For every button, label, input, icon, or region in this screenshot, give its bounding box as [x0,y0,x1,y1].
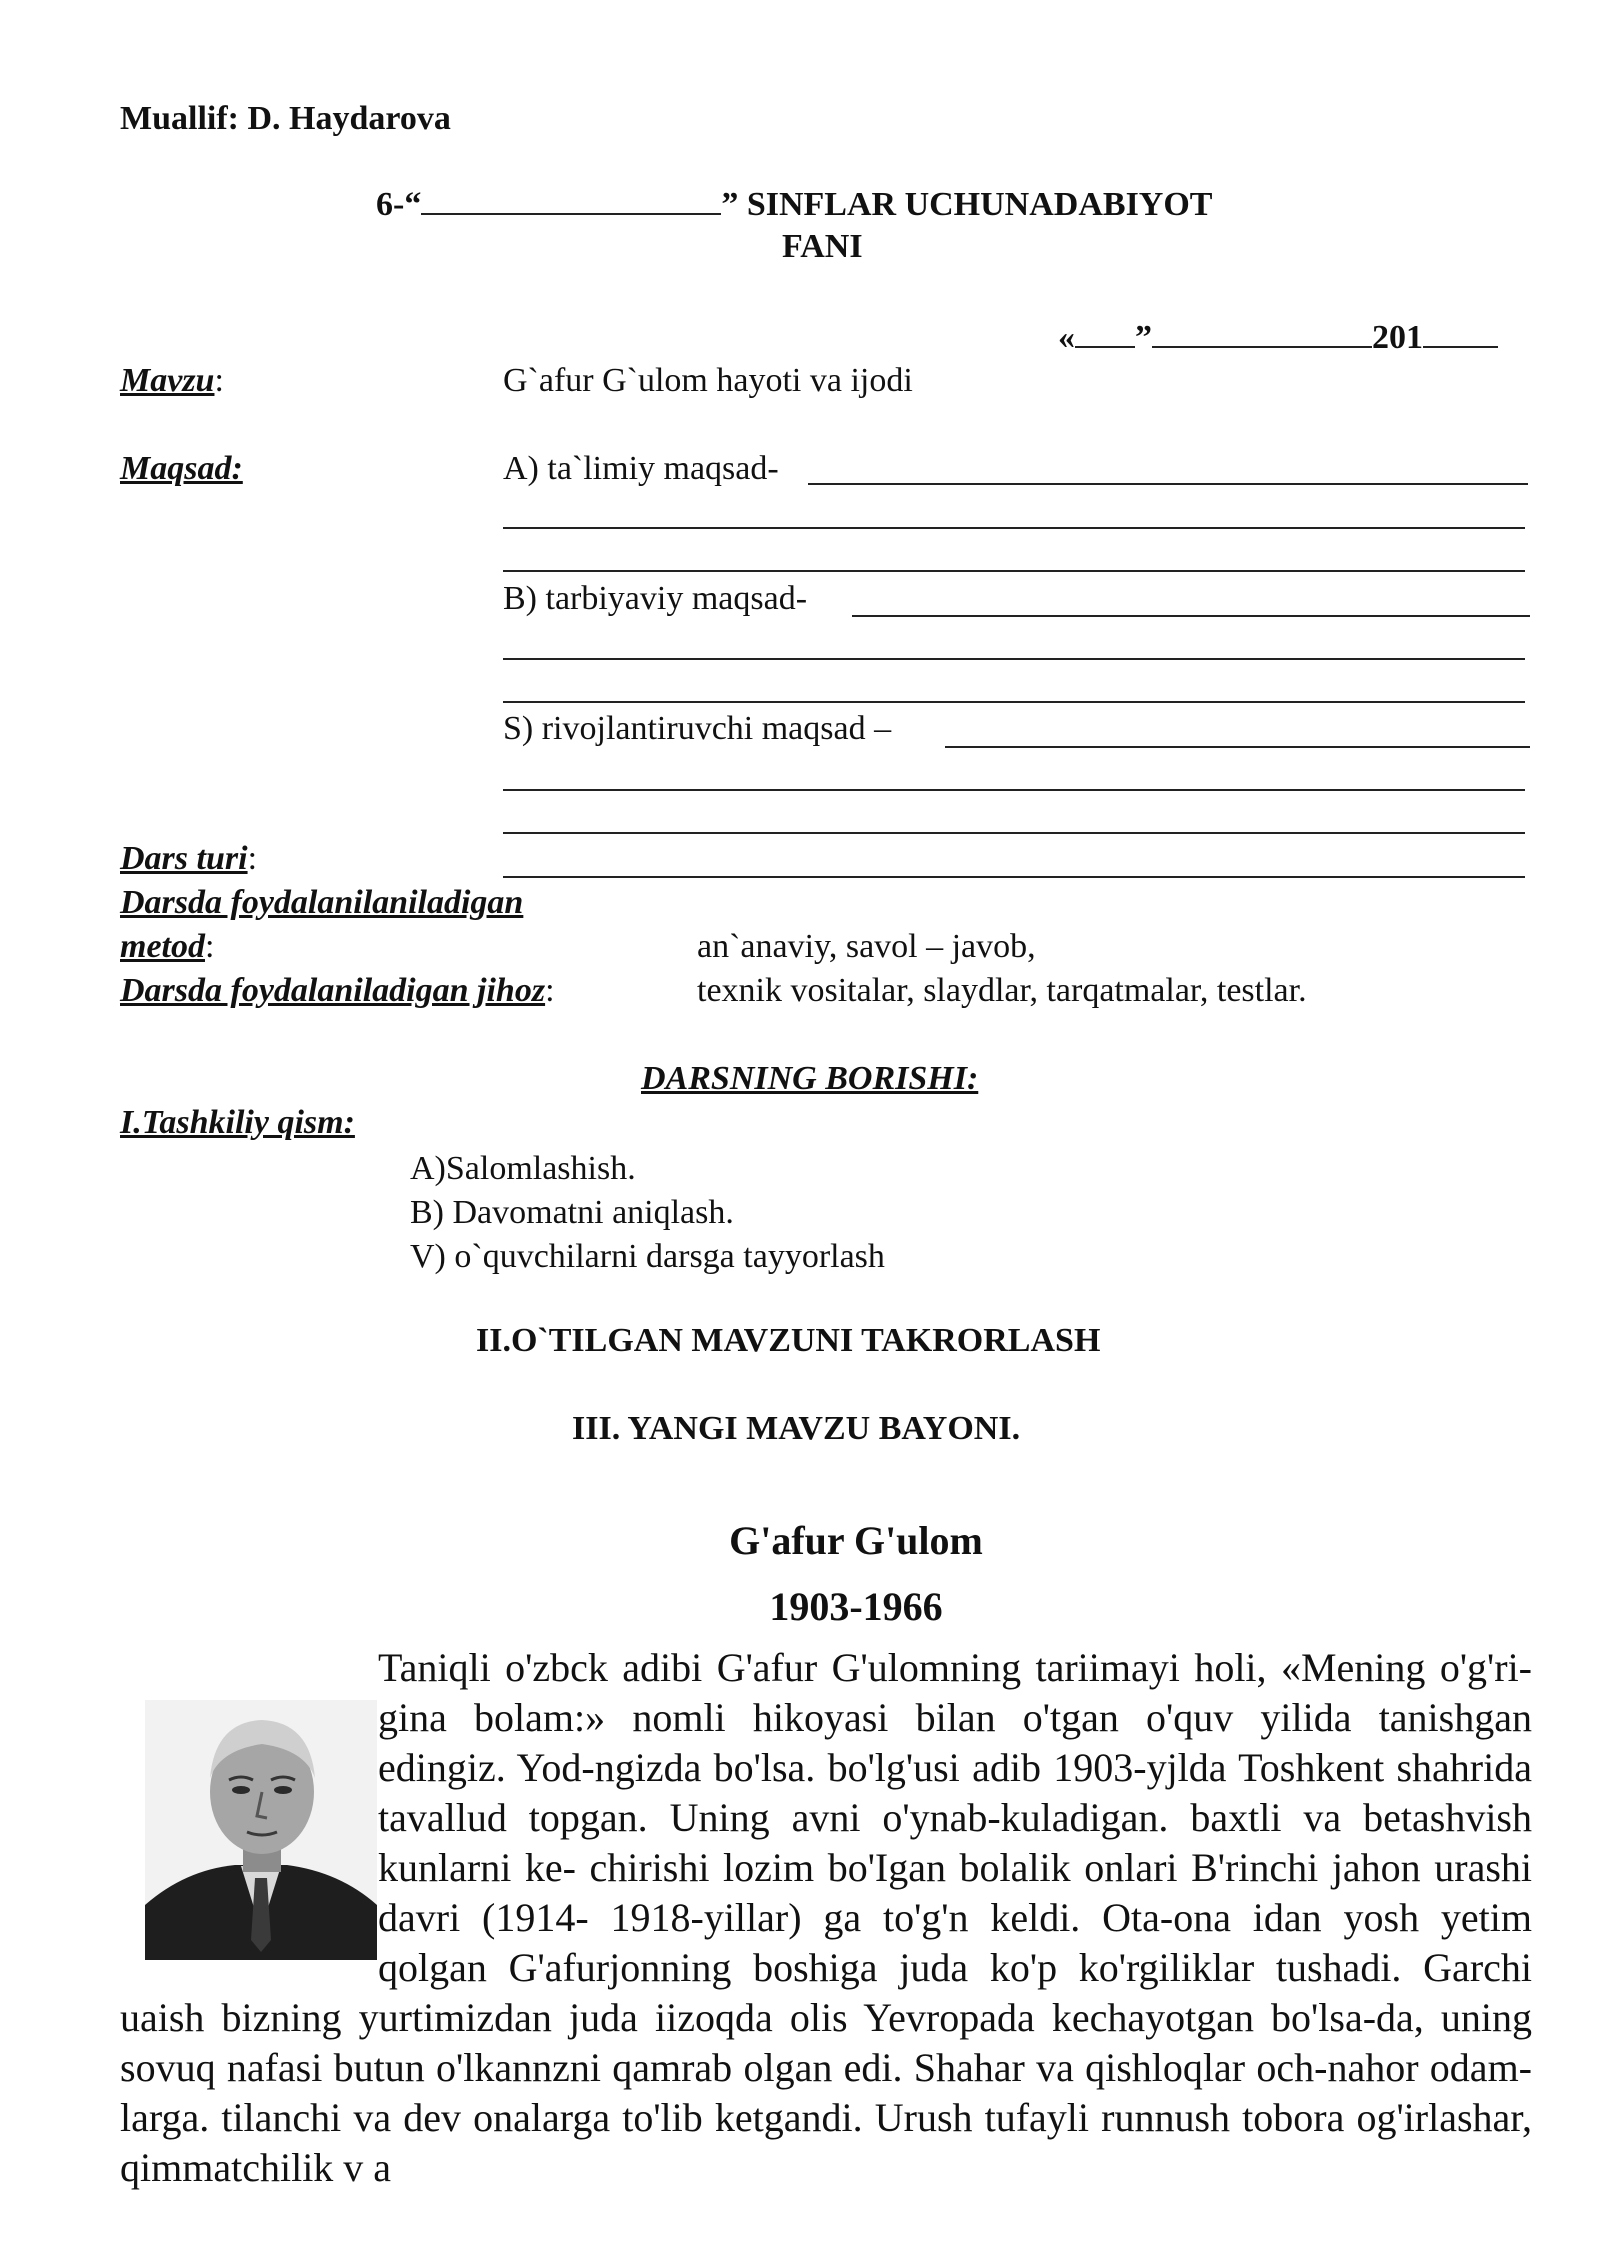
goal-b-blank [852,615,1530,617]
mavzu-label: Mavzu [120,362,215,399]
metod-label-1: Darsda foydalanilaniladigan [120,884,524,921]
jihoz-row [120,972,555,1010]
colon: : [545,972,555,1009]
mavzu-row-label [120,362,224,400]
date-open-quote: « [1058,319,1075,356]
section-3-title: III. YANGI MAVZU BAYONI. [572,1410,1021,1447]
dars-turi-label: Dars turi [120,840,248,877]
bio-years: 1903-1966 [769,1584,943,1629]
dars-turi-row [120,840,257,878]
maqsad-label: Maqsad: [120,450,243,487]
class-blank [421,185,721,215]
author: Muallif: D. Haydarova [120,100,451,137]
list-item: A)Salomlashish. [410,1150,636,1187]
goal-b-line-3 [503,701,1525,703]
mavzu-value: G`afur G`ulom hayoti va ijodi [503,362,913,399]
goal-a-line-2 [503,527,1525,529]
list-item: B) Davomatni aniqlash. [410,1194,734,1231]
year-blank [1423,318,1498,348]
goal-a-blank [808,483,1528,485]
bio-paragraph [120,1643,1532,2193]
jihoz-value: texnik vositalar, slaydlar, tarqatmalar, testlar. [697,972,1307,1009]
tashkiliy-list [410,1147,885,1279]
goal-s-line-2 [503,789,1525,791]
bio-name: G'afur G'ulom [729,1518,983,1563]
dars-turi-blank [503,876,1525,878]
bio-text: Taniqli o'zbck adibi G'afur G'ulomning tariimayi holi, «Mening o'g'ri- gina bolam:» nomli hikoyasi bilan o'tgan o'quv yilida tanishgan edingiz. Yod-ngizda bo'lsa. bo'lg'usi adib 1903-yjlda Toshkent shahrida tavallud topgan. Uning avni o'ynab-kuladigan. baxtli va betashvish kunlarni ke- chirishi lozim bo'Igan bolalik onlari B'rinchi jahon urashi davri (1914- 1918-yillar) ga to'g'n keldi. Ota-ona idan yosh yetim qolgan G'afurjonning boshiga juda ko'p ko'rgiliklar tushadi. Garchi uaish bizning yurtimizdan juda iizoqda olis Yevropada kechayotgan bo'lsa-da, uning sovuq nafasi butun o'lkannzni qamrab olgan edi. Shahar va qishloqlar och-nahor odam- larga. tilanchi va dev onalarga to'lib ketgandi. Urush tufayli runnush tobora og'irlashar, qimmatchilik v a [120,1645,1532,2190]
month-blank [1152,318,1372,348]
date-close-quote: ” [1135,319,1152,356]
date-line [1058,318,1498,357]
goal-a-line-3 [503,570,1525,572]
photo-spacer [120,1643,378,1970]
jihoz-label: Darsda foydalaniladigan jihoz [120,972,546,1009]
borishi-title: DARSNING BORISHI: [641,1060,979,1097]
header-line-1 [376,185,1213,224]
list-item: V) o`quvchilarni darsga tayyorlash [410,1238,885,1275]
year-prefix: 201 [1372,319,1423,356]
colon: : [204,928,215,965]
colon: : [247,840,258,877]
goal-b-label: B) tarbiyaviy maqsad- [503,580,808,617]
header-line-2: FANI [782,228,863,265]
section-2-title: II.O`TILGAN MAVZUNI TAKRORLASH [476,1322,1101,1359]
colon: : [214,362,224,399]
goal-s-label: S) rivojlantiruvchi maqsad – [503,710,892,747]
goal-s-line-3 [503,832,1525,834]
goal-s-blank [945,746,1530,748]
grade-prefix: 6-“ [376,186,422,223]
metod-label-2: metod [120,928,205,965]
goal-b-line-2 [503,658,1525,660]
header-title: ” SINFLAR UCHUNADABIYOT [721,186,1213,223]
section-1-title: I.Tashkiliy qism: [120,1104,355,1141]
goal-a-label: A) ta`limiy maqsad- [503,450,779,487]
day-blank [1075,318,1135,348]
metod-row [120,928,214,966]
metod-value: an`anaviy, savol – javob, [697,928,1036,965]
